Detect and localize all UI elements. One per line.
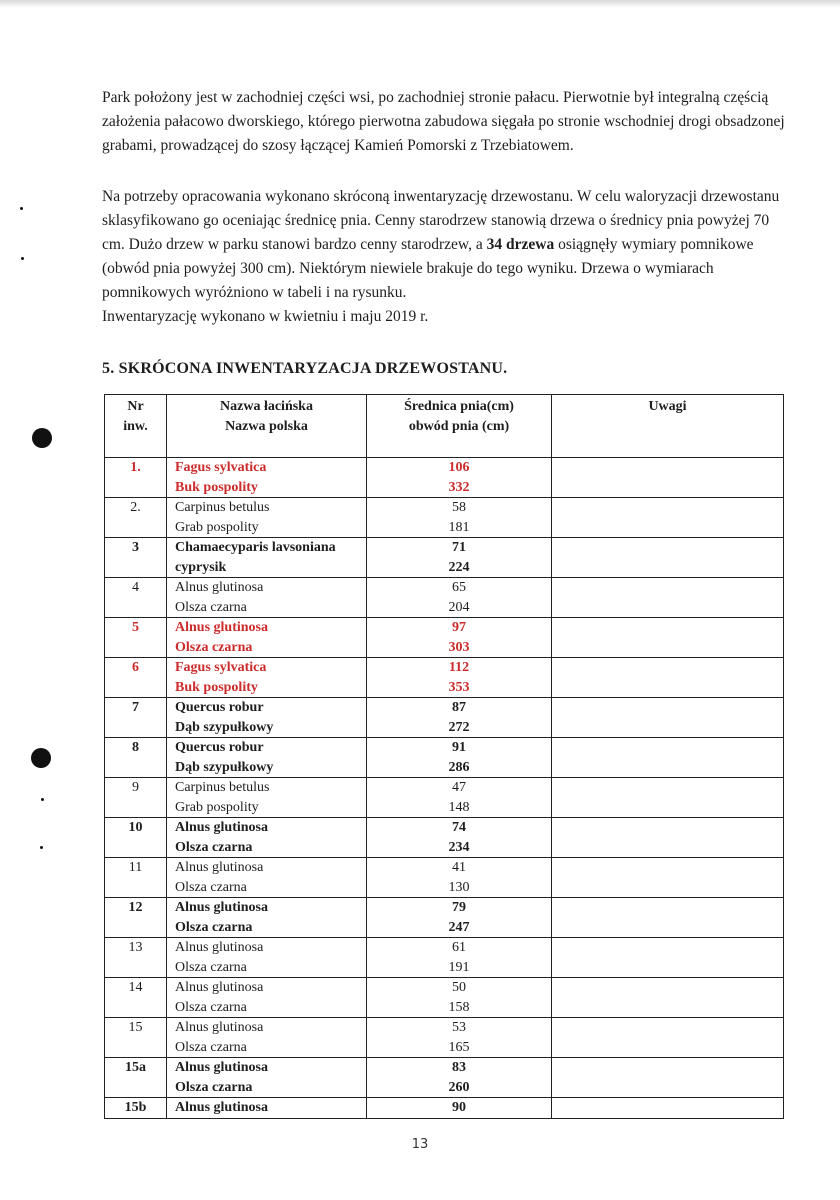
latin-name: Carpinus betulus	[175, 780, 270, 795]
inventory-number: 2.	[130, 500, 141, 515]
trunk-diameter: 41	[452, 860, 466, 875]
cell-name	[167, 658, 367, 698]
method-paragraph	[102, 185, 792, 329]
trunk-diameter: 79	[452, 900, 466, 915]
method-text: Na potrzeby opracowania wykonano skróconą inwentaryzację drzewostanu. W celu waloryzacji drzewostanu sklasyfikowano go oceniając średnicę pnia. Cenny starodrzew stanowią drzewa o średnicy pnia powyżej 70 cm. Dużo drzew w parku stanowi bardzo cenny starodrzew, a	[102, 188, 780, 253]
trunk-circumference: 204	[448, 599, 470, 615]
polish-name: Olsza czarna	[175, 639, 253, 655]
polish-name: Buk pospolity	[175, 479, 258, 495]
cell-size	[367, 658, 552, 698]
cell-size	[367, 578, 552, 618]
trunk-diameter: 83	[452, 1060, 466, 1075]
cell-nr	[105, 778, 167, 818]
trunk-diameter: 90	[452, 1100, 466, 1115]
polish-name: Olsza czarna	[175, 1039, 247, 1055]
table-row	[105, 618, 784, 658]
cell-nr	[105, 1018, 167, 1058]
tree-inventory-table	[104, 394, 784, 1119]
polish-name: Olsza czarna	[175, 1079, 253, 1095]
table-row	[105, 818, 784, 858]
inventory-number: 10	[128, 820, 143, 835]
latin-name: Fagus sylvatica	[175, 460, 267, 475]
latin-name: Alnus glutinosa	[175, 940, 264, 955]
trunk-diameter: 47	[452, 780, 466, 795]
cell-size	[367, 458, 552, 498]
cell-notes	[552, 778, 784, 818]
cell-size	[367, 818, 552, 858]
scan-speck	[21, 257, 24, 260]
header-nr-line2: inw.	[123, 419, 148, 434]
trunk-circumference: 247	[448, 919, 470, 935]
inventory-number: 14	[128, 980, 143, 995]
survey-date-text: Inwentaryzację wykonano w kwietniu i maju 2019 r.	[102, 308, 429, 325]
inventory-number: 8	[132, 740, 139, 755]
latin-name: Alnus glutinosa	[175, 1060, 268, 1075]
cell-nr	[105, 498, 167, 538]
polish-name: Olsza czarna	[175, 879, 247, 895]
header-notes	[552, 395, 784, 458]
cell-notes	[552, 818, 784, 858]
cell-size	[367, 698, 552, 738]
table-header-row	[105, 395, 784, 458]
inventory-number: 15a	[125, 1060, 146, 1075]
polish-name: Olsza czarna	[175, 919, 253, 935]
latin-name: Alnus glutinosa	[175, 860, 264, 875]
trunk-circumference: 234	[448, 839, 470, 855]
polish-name: Olsza czarna	[175, 839, 253, 855]
header-size-line1: Średnica pnia(cm)	[404, 399, 514, 414]
cell-size	[367, 1098, 552, 1119]
header-notes-label: Uwagi	[648, 399, 687, 414]
inventory-number: 7	[132, 700, 139, 715]
cell-notes	[552, 978, 784, 1018]
table-row	[105, 458, 784, 498]
inventory-number: 1.	[130, 460, 141, 475]
trunk-diameter: 97	[452, 620, 466, 635]
cell-nr	[105, 1058, 167, 1098]
table-row	[105, 938, 784, 978]
inventory-number: 5	[132, 620, 139, 635]
latin-name: Alnus glutinosa	[175, 580, 264, 595]
cell-notes	[552, 578, 784, 618]
header-nr-line1: Nr	[127, 399, 144, 414]
trunk-diameter: 74	[452, 820, 466, 835]
latin-name: Chamaecyparis lavsoniana	[175, 540, 336, 555]
cell-nr	[105, 618, 167, 658]
cell-size	[367, 858, 552, 898]
latin-name: Quercus robur	[175, 700, 264, 715]
cell-size	[367, 498, 552, 538]
cell-name	[167, 978, 367, 1018]
trunk-circumference: 272	[448, 719, 470, 735]
cell-notes	[552, 618, 784, 658]
cell-name	[167, 618, 367, 658]
trunk-circumference: 148	[448, 799, 470, 815]
header-name-line2: Nazwa polska	[225, 419, 308, 434]
table-row	[105, 858, 784, 898]
inventory-number: 3	[132, 540, 139, 555]
inventory-number: 9	[132, 780, 139, 795]
scan-speck	[20, 207, 23, 210]
polish-name: Grab pospolity	[175, 799, 259, 815]
cell-notes	[552, 1058, 784, 1098]
cell-name	[167, 578, 367, 618]
table-row	[105, 898, 784, 938]
cell-name	[167, 698, 367, 738]
inventory-number: 6	[132, 660, 139, 675]
punch-hole-mark	[32, 428, 52, 448]
trunk-circumference: 181	[448, 519, 470, 535]
trunk-diameter: 61	[452, 940, 466, 955]
page-number: 13	[411, 1137, 429, 1152]
section-heading: 5. SKRÓCONA INWENTARYZACJA DRZEWOSTANU.	[102, 360, 508, 377]
cell-nr	[105, 698, 167, 738]
scan-speck	[41, 798, 44, 801]
cell-size	[367, 538, 552, 578]
cell-name	[167, 778, 367, 818]
inventory-number: 11	[128, 860, 143, 875]
trunk-diameter: 53	[452, 1020, 466, 1035]
cell-name	[167, 738, 367, 778]
latin-name: Alnus glutinosa	[175, 620, 268, 635]
trunk-circumference: 224	[448, 559, 470, 575]
trunk-circumference: 303	[448, 639, 470, 655]
cell-size	[367, 1018, 552, 1058]
table-row	[105, 1098, 784, 1119]
table-row	[105, 538, 784, 578]
polish-name: Olsza czarna	[175, 959, 247, 975]
cell-name	[167, 898, 367, 938]
latin-name: Alnus glutinosa	[175, 980, 264, 995]
polish-name: Buk pospolity	[175, 679, 258, 695]
cell-name	[167, 538, 367, 578]
cell-size	[367, 618, 552, 658]
punch-hole-mark	[31, 748, 51, 768]
cell-size	[367, 978, 552, 1018]
cell-name	[167, 1018, 367, 1058]
cell-nr	[105, 858, 167, 898]
polish-name: Dąb szypułkowy	[175, 719, 274, 735]
trunk-circumference: 332	[448, 479, 470, 495]
header-size	[367, 395, 552, 458]
cell-nr	[105, 898, 167, 938]
polish-name: Dąb szypułkowy	[175, 759, 274, 775]
monument-count: 34 drzewa	[486, 236, 555, 253]
trunk-circumference: 165	[448, 1039, 470, 1055]
cell-nr	[105, 978, 167, 1018]
cell-nr	[105, 658, 167, 698]
table-row	[105, 738, 784, 778]
cell-size	[367, 898, 552, 938]
trunk-circumference: 286	[448, 759, 470, 775]
table-row	[105, 658, 784, 698]
table-row	[105, 698, 784, 738]
cell-nr	[105, 738, 167, 778]
polish-name: Olsza czarna	[175, 999, 247, 1015]
cell-notes	[552, 698, 784, 738]
scan-speck	[40, 846, 43, 849]
trunk-diameter: 91	[452, 740, 466, 755]
polish-name: cyprysik	[175, 559, 227, 575]
trunk-diameter: 87	[452, 700, 466, 715]
cell-notes	[552, 538, 784, 578]
table-row	[105, 578, 784, 618]
table-row	[105, 1018, 784, 1058]
inventory-number: 15	[128, 1020, 143, 1035]
cell-name	[167, 818, 367, 858]
header-name	[167, 395, 367, 458]
trunk-diameter: 71	[452, 540, 466, 555]
cell-name	[167, 1098, 367, 1119]
polish-name: Grab pospolity	[175, 519, 259, 535]
polish-name: Olsza czarna	[175, 599, 247, 615]
cell-nr	[105, 538, 167, 578]
trunk-circumference: 158	[448, 999, 470, 1015]
cell-notes	[552, 498, 784, 538]
inventory-number: 12	[128, 900, 143, 915]
cell-notes	[552, 1098, 784, 1119]
cell-notes	[552, 898, 784, 938]
cell-notes	[552, 658, 784, 698]
method-text-cont: osiągnęły wymiary pomnikowe (obwód pnia powyżej 300 cm). Niektórym niewiele brakuje do tego wyniku. Drzewa o wymiarach pomnikowych wyróżniono w tabeli i na rysunku.	[102, 236, 754, 301]
table-row	[105, 1058, 784, 1098]
trunk-diameter: 65	[452, 580, 466, 595]
trunk-circumference: 191	[448, 959, 470, 975]
cell-notes	[552, 938, 784, 978]
latin-name: Quercus robur	[175, 740, 264, 755]
cell-notes	[552, 458, 784, 498]
trunk-diameter: 50	[452, 980, 466, 995]
cell-name	[167, 1058, 367, 1098]
intro-paragraph: Park położony jest w zachodniej części wsi, po zachodniej stronie pałacu. Pierwotnie był integralną częścią założenia pałacowo dworskiego, którego pierwotna zabudowa sięgała po stronie wschodniej drogi obsadzonej grabami, prowadzącej do szosy łączącej Kamień Pomorski z Trzebiatowem.	[102, 89, 785, 154]
cell-name	[167, 938, 367, 978]
cell-name	[167, 858, 367, 898]
cell-name	[167, 458, 367, 498]
trunk-circumference: 353	[448, 679, 470, 695]
trunk-diameter: 58	[452, 500, 466, 515]
cell-nr	[105, 1098, 167, 1119]
cell-size	[367, 778, 552, 818]
inventory-number: 13	[128, 940, 143, 955]
cell-nr	[105, 938, 167, 978]
cell-name	[167, 498, 367, 538]
cell-nr	[105, 578, 167, 618]
latin-name: Alnus glutinosa	[175, 820, 268, 835]
latin-name: Alnus glutinosa	[175, 900, 268, 915]
trunk-circumference: 260	[448, 1079, 470, 1095]
cell-size	[367, 738, 552, 778]
inventory-number: 4	[132, 580, 139, 595]
cell-size	[367, 938, 552, 978]
latin-name: Carpinus betulus	[175, 500, 270, 515]
inventory-number: 15b	[124, 1100, 147, 1115]
header-name-line1: Nazwa łacińska	[220, 399, 313, 414]
header-size-line2: obwód pnia (cm)	[408, 419, 510, 434]
latin-name: Alnus glutinosa	[175, 1100, 268, 1115]
trunk-diameter: 112	[448, 660, 470, 675]
cell-notes	[552, 858, 784, 898]
trunk-diameter: 106	[448, 460, 470, 475]
latin-name: Fagus sylvatica	[175, 660, 267, 675]
cell-notes	[552, 1018, 784, 1058]
cell-nr	[105, 818, 167, 858]
header-nr	[105, 395, 167, 458]
trunk-circumference: 130	[448, 879, 470, 895]
latin-name: Alnus glutinosa	[175, 1020, 264, 1035]
cell-nr	[105, 458, 167, 498]
cell-size	[367, 1058, 552, 1098]
scan-edge	[0, 0, 840, 8]
table-row	[105, 498, 784, 538]
table-row	[105, 778, 784, 818]
table-row	[105, 978, 784, 1018]
cell-notes	[552, 738, 784, 778]
